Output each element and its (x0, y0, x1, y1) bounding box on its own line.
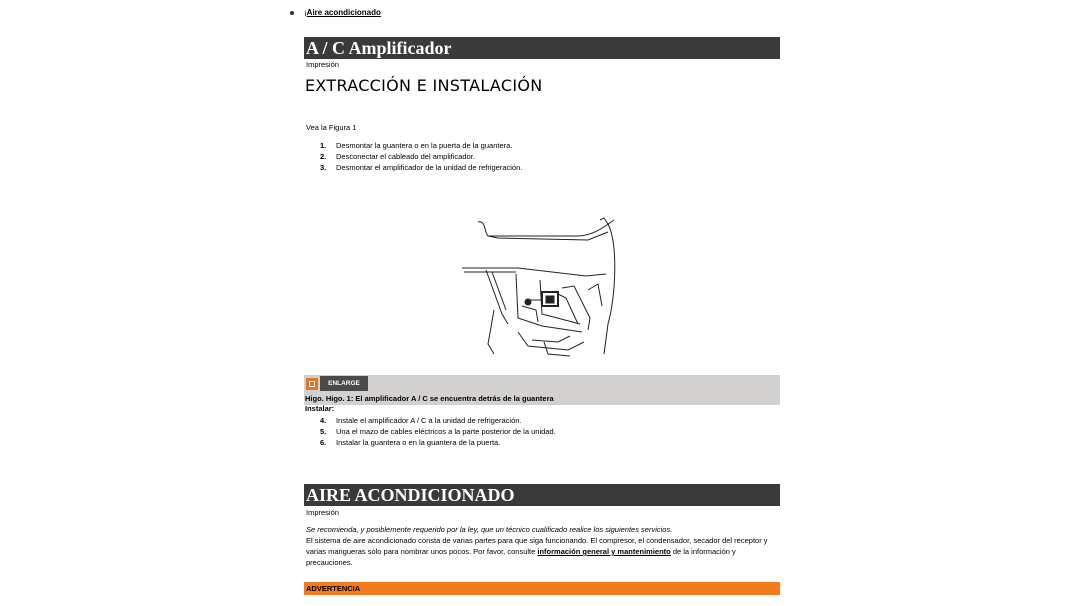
list-item: 3. Desmontar el amplificador de la unidad de refrigeración. (320, 163, 523, 172)
print-link-2[interactable]: Impresión (306, 508, 339, 517)
enlarge-button[interactable]: ENLARGE (320, 376, 368, 391)
section-title-air-conditioning: AIRE ACONDICIONADO (304, 484, 780, 506)
figure-caption: Higo. Higo. 1: El amplificador A / C se encuentra detrás de la guantera (305, 394, 554, 403)
see-figure-text: Vea la Figura 1 (306, 123, 357, 132)
print-link[interactable]: Impresión (306, 60, 339, 69)
service-note: Se recomienda, y posiblemente requerido por la ley, que un técnico cualificado realice los siguientes servicios. (306, 525, 673, 534)
figure-caption-bar (304, 375, 780, 405)
section-title-amplifier: A / C Amplificador (304, 37, 780, 59)
breadcrumb-link[interactable]: Aire acondicionado (306, 8, 381, 17)
glovebox-amplifier-figure (458, 214, 620, 358)
list-item: 1. Desmontar la guantera o en la puerta de la guantera. (320, 141, 513, 150)
install-label: Instalar: (305, 404, 335, 413)
install-steps (320, 415, 556, 448)
list-item: 2. Desconectar el cableado del amplificador. (320, 152, 475, 161)
removal-steps (320, 140, 522, 173)
description-paragraph: El sistema de aire acondicionado consta de varias partes para que siga funcionando. El compresor, el condensador, secador del receptor y varias mangueras sólo para nombrar unos pocos. Por favor, consulte información general y mantenimiento de la información y precauciones. (306, 536, 768, 567)
page-heading: EXTRACCIÓN E INSTALACIÓN (305, 76, 543, 95)
general-info-link[interactable]: información general y mantenimiento (537, 547, 671, 556)
list-item: 4. Instale el amplificador A / C a la unidad de refrigeración. (320, 416, 522, 425)
warning-banner: ADVERTENCIA (304, 582, 780, 595)
enlarge-icon[interactable] (306, 378, 318, 390)
bullet-icon (290, 11, 294, 15)
list-item: 5. Una el mazo de cables eléctricos a la parte posterior de la unidad. (320, 427, 556, 436)
list-item: 6. Instalar la guantera o en la guantera de la puerta. (320, 438, 501, 447)
breadcrumb: ¡Aire acondicionado (290, 8, 381, 17)
